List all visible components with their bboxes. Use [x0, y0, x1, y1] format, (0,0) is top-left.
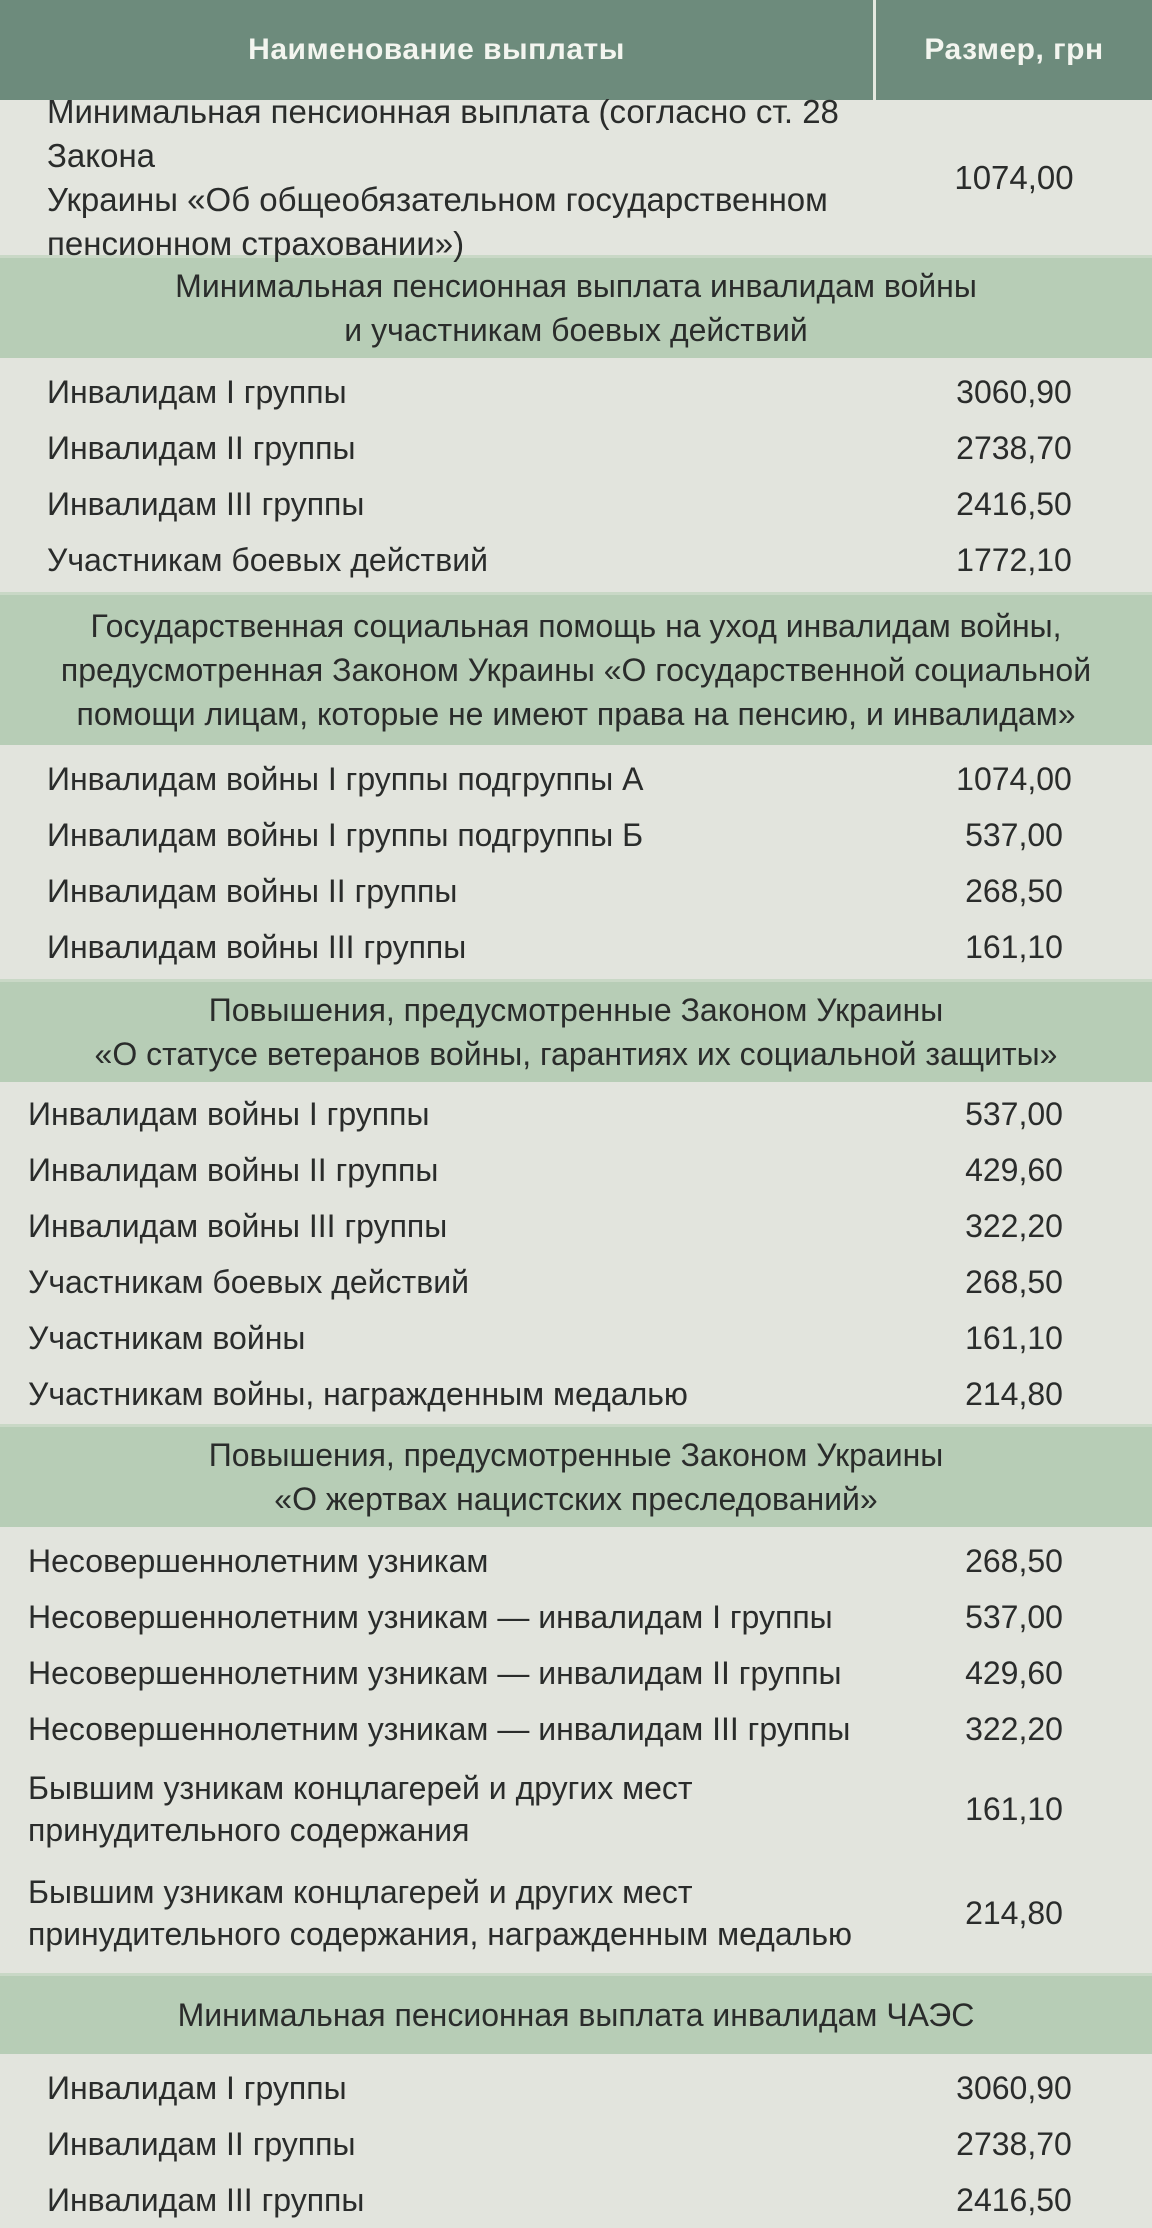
- row-name: Несовершеннолетним узникам — инвалидам II группы: [28, 1654, 842, 1691]
- row-value: 268,50: [965, 1263, 1063, 1300]
- row-value: 429,60: [965, 1654, 1063, 1691]
- row-name-line: принудительного содержания: [28, 1812, 470, 1848]
- row-name-line: Бывшим узникам концлагерей и других мест: [28, 1770, 693, 1806]
- section-title-line: предусмотренная Законом Украины «О государственной социальной: [60, 652, 1092, 688]
- table-row: [0, 2060, 1152, 2116]
- section-title-line: Минимальная пенсионная выплата инвалидам ЧАЭС: [177, 1997, 975, 2033]
- table-row: [0, 1701, 1152, 1757]
- table-row: [0, 1533, 1152, 1589]
- row-name: Инвалидам I группы: [47, 373, 347, 410]
- row-name: Участникам боевых действий: [47, 541, 488, 578]
- row-name: Инвалидам войны I группы подгруппы А: [47, 760, 644, 797]
- row-value: 2416,50: [956, 485, 1072, 522]
- row-name: Инвалидам II группы: [47, 2125, 356, 2162]
- table-row: [0, 1366, 1152, 1422]
- section-rows: [0, 1527, 1152, 1973]
- row-name-line: принудительного содержания, награжденным медалью: [28, 1916, 852, 1952]
- row-value: 268,50: [965, 872, 1063, 909]
- table-row: [0, 919, 1152, 975]
- row-value: 161,10: [965, 1790, 1063, 1827]
- row-name: [0, 1871, 876, 1955]
- section-title-line: Повышения, предусмотренные Законом Украины: [208, 992, 944, 1028]
- table-row: [0, 420, 1152, 476]
- section-title-line: Повышения, предусмотренные Законом Украины: [208, 1437, 944, 1473]
- table-row: [0, 364, 1152, 420]
- table-row: [0, 1645, 1152, 1701]
- row-name: Участникам войны, награжденным медалью: [28, 1375, 688, 1412]
- section-rows: [0, 745, 1152, 979]
- row-value: 2416,50: [956, 2181, 1072, 2218]
- section-title-line: помощи лицам, которые не имеют права на пенсию, и инвалидам»: [76, 696, 1076, 732]
- row-name: Несовершеннолетним узникам: [28, 1542, 489, 1579]
- section-title-veterans: [0, 979, 1152, 1082]
- column-header-name: Наименование выплаты: [248, 33, 625, 66]
- row-value: 1772,10: [956, 541, 1072, 578]
- row-value: 161,10: [965, 928, 1063, 965]
- table-row: [0, 751, 1152, 807]
- row-value: 429,60: [965, 1151, 1063, 1188]
- section-title-social-help: [0, 592, 1152, 745]
- row-value: 214,80: [965, 1894, 1063, 1931]
- row-name: Инвалидам войны I группы подгруппы Б: [47, 816, 644, 853]
- table-row: [0, 1198, 1152, 1254]
- intro-value: 1074,00: [954, 158, 1074, 196]
- row-value: 2738,70: [956, 2125, 1072, 2162]
- table-row: [0, 807, 1152, 863]
- section-rows: [0, 358, 1152, 592]
- table-row: [0, 532, 1152, 588]
- row-name: Участникам войны: [28, 1319, 306, 1356]
- table-row: [0, 1142, 1152, 1198]
- row-value: 537,00: [965, 1095, 1063, 1132]
- section-title-line: Государственная социальная помощь на уход инвалидам войны,: [90, 608, 1062, 644]
- row-name: Инвалидам III группы: [47, 485, 365, 522]
- table-row: [0, 1757, 1152, 1861]
- row-value: 3060,90: [956, 373, 1072, 410]
- column-header-size: Размер, грн: [873, 0, 1152, 100]
- table-row: [0, 2116, 1152, 2172]
- row-value: 1074,00: [956, 760, 1072, 797]
- row-name: Участникам боевых действий: [28, 1263, 469, 1300]
- section-title-line: «О статусе ветеранов войны, гарантиях их социальной защиты»: [94, 1036, 1058, 1072]
- row-name: Инвалидам войны II группы: [47, 872, 458, 909]
- section-title-line: и участникам боевых действий: [344, 312, 808, 348]
- row-value: 161,10: [965, 1319, 1063, 1356]
- section-title-nazi-victims: [0, 1424, 1152, 1527]
- row-name: Несовершеннолетним узникам — инвалидам III группы: [28, 1710, 851, 1747]
- table-header: [0, 0, 1152, 100]
- row-name: Инвалидам войны I группы: [28, 1095, 430, 1132]
- table-row: [0, 1589, 1152, 1645]
- section-title-war-invalids: [0, 255, 1152, 358]
- row-name: Инвалидам III группы: [47, 2181, 365, 2218]
- intro-row: [0, 92, 1152, 262]
- row-value: 537,00: [965, 816, 1063, 853]
- intro-name: [0, 90, 876, 266]
- intro-name-line: Украины «Об общеобязательном государственном: [47, 180, 828, 218]
- row-name-line: Бывшим узникам концлагерей и других мест: [28, 1874, 693, 1910]
- table-row: [0, 476, 1152, 532]
- section-title-line: «О жертвах нацистских преследований»: [274, 1481, 878, 1517]
- row-name: Инвалидам войны II группы: [28, 1151, 439, 1188]
- table-row: [0, 1861, 1152, 1965]
- row-name: Инвалидам I группы: [47, 2069, 347, 2106]
- section-title-line: Минимальная пенсионная выплата инвалидам войны: [175, 268, 977, 304]
- table-row: [0, 2172, 1152, 2228]
- row-name: Инвалидам войны III группы: [47, 928, 467, 965]
- section-rows: [0, 2054, 1152, 2228]
- table-row: [0, 1310, 1152, 1366]
- row-value: 214,80: [965, 1375, 1063, 1412]
- row-value: 3060,90: [956, 2069, 1072, 2106]
- intro-name-line: пенсионном страховании»): [47, 224, 465, 262]
- row-value: 537,00: [965, 1598, 1063, 1635]
- row-value: 322,20: [965, 1710, 1063, 1747]
- table-row: [0, 863, 1152, 919]
- table-row: [0, 1254, 1152, 1310]
- row-name: Инвалидам II группы: [47, 429, 356, 466]
- row-value: 2738,70: [956, 429, 1072, 466]
- row-name: Инвалидам войны III группы: [28, 1207, 448, 1244]
- row-value: 322,20: [965, 1207, 1063, 1244]
- row-value: 268,50: [965, 1542, 1063, 1579]
- intro-name-line: Минимальная пенсионная выплата (согласно ст. 28 Закона: [47, 92, 839, 174]
- row-name: [0, 1767, 876, 1851]
- section-rows: [0, 1082, 1152, 1424]
- table-row: [0, 1086, 1152, 1142]
- row-name: Несовершеннолетним узникам — инвалидам I группы: [28, 1598, 833, 1635]
- section-title-chaes: [0, 1973, 1152, 2054]
